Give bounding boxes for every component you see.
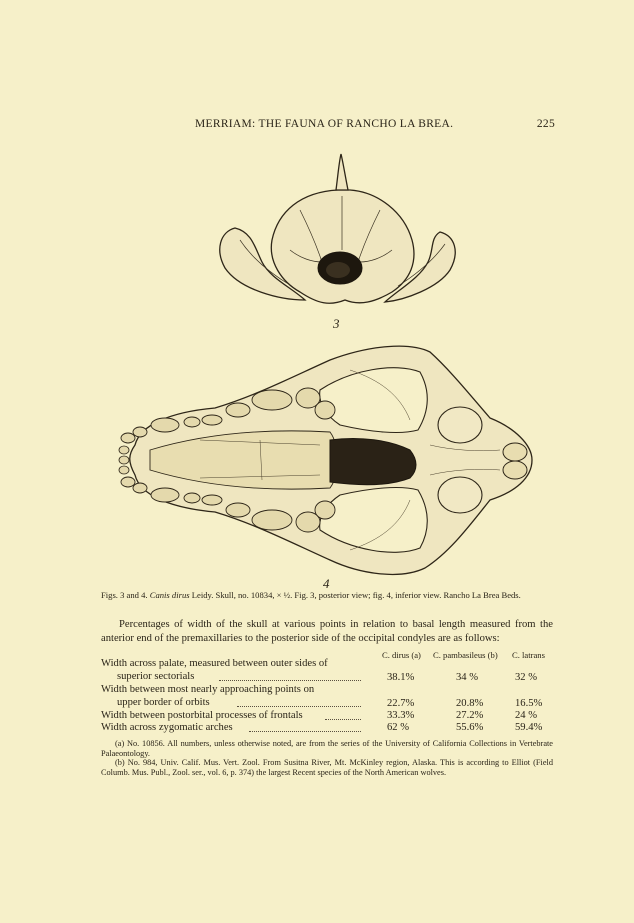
leader-dots bbox=[325, 712, 361, 720]
leader-dots bbox=[219, 673, 361, 681]
row-label: Width between most nearly approaching points on bbox=[101, 684, 315, 695]
value-dirus: 62 % bbox=[387, 722, 410, 733]
caption-species: Canis dirus bbox=[149, 590, 190, 600]
page-number: 225 bbox=[536, 118, 555, 130]
figure-4-label: 4 bbox=[323, 576, 330, 591]
row-label: Width across palate, measured between outer sides of bbox=[101, 658, 328, 669]
running-title: MERRIAM: THE FAUNA OF RANCHO LA BREA. bbox=[195, 118, 454, 130]
value-latrans: 24 % bbox=[515, 710, 538, 721]
value-pambasileus: 20.8% bbox=[456, 698, 484, 709]
row-label-cont: upper border of orbits bbox=[117, 697, 210, 708]
value-dirus: 33.3% bbox=[387, 710, 415, 721]
value-latrans: 32 % bbox=[515, 672, 538, 683]
row-label: Width between postorbital processes of frontals bbox=[101, 710, 303, 721]
value-pambasileus: 55.6% bbox=[456, 722, 484, 733]
value-pambasileus: 34 % bbox=[456, 672, 479, 683]
leader-dots bbox=[249, 724, 361, 732]
intro-paragraph bbox=[101, 618, 553, 646]
value-latrans: 59.4% bbox=[515, 722, 543, 733]
value-latrans: 16.5% bbox=[515, 698, 543, 709]
value-dirus: 22.7% bbox=[387, 698, 415, 709]
caption-prefix: Figs. 3 and 4. bbox=[101, 590, 148, 600]
value-dirus: 38.1% bbox=[387, 672, 415, 683]
col-head-dirus: C. dirus (a) bbox=[382, 650, 421, 660]
row-label: Width across zygomatic arches bbox=[101, 722, 233, 733]
figure-caption bbox=[101, 590, 553, 600]
col-head-latrans: C. latrans bbox=[512, 650, 545, 660]
footnote-a: (a) No. 10856. All numbers, unless otherwise noted, are from the series of the University of California Collections in Vertebrate Palaeontology. bbox=[101, 739, 553, 758]
caption-text: Leidy. Skull, no. 10834, × ½. Fig. 3, posterior view; fig. 4, inferior view. Rancho La Brea Beds. bbox=[189, 590, 521, 600]
leader-dots bbox=[237, 699, 361, 707]
footnote-b: (b) No. 984, Univ. Calif. Mus. Vert. Zool. From Susitna River, Mt. McKinley region, Alaska. This is according to Elliot (Field Columb. Mus. Publ., Zool. ser., vol. 6, p. 374) the largest Recent species of the North American wolves. bbox=[101, 758, 553, 777]
col-head-pambasileus: C. pambasileus (b) bbox=[433, 650, 498, 660]
intro-text: Percentages of width of the skull at various points in relation to basal length measured from the anterior end of the premaxillaries to the posterior side of the occipital condyles are as follows: bbox=[101, 619, 553, 644]
figure-3-label: 3 bbox=[333, 316, 340, 331]
footnotes bbox=[101, 739, 553, 777]
row-label-cont: superior sectorials bbox=[117, 671, 195, 682]
value-pambasileus: 27.2% bbox=[456, 710, 484, 721]
